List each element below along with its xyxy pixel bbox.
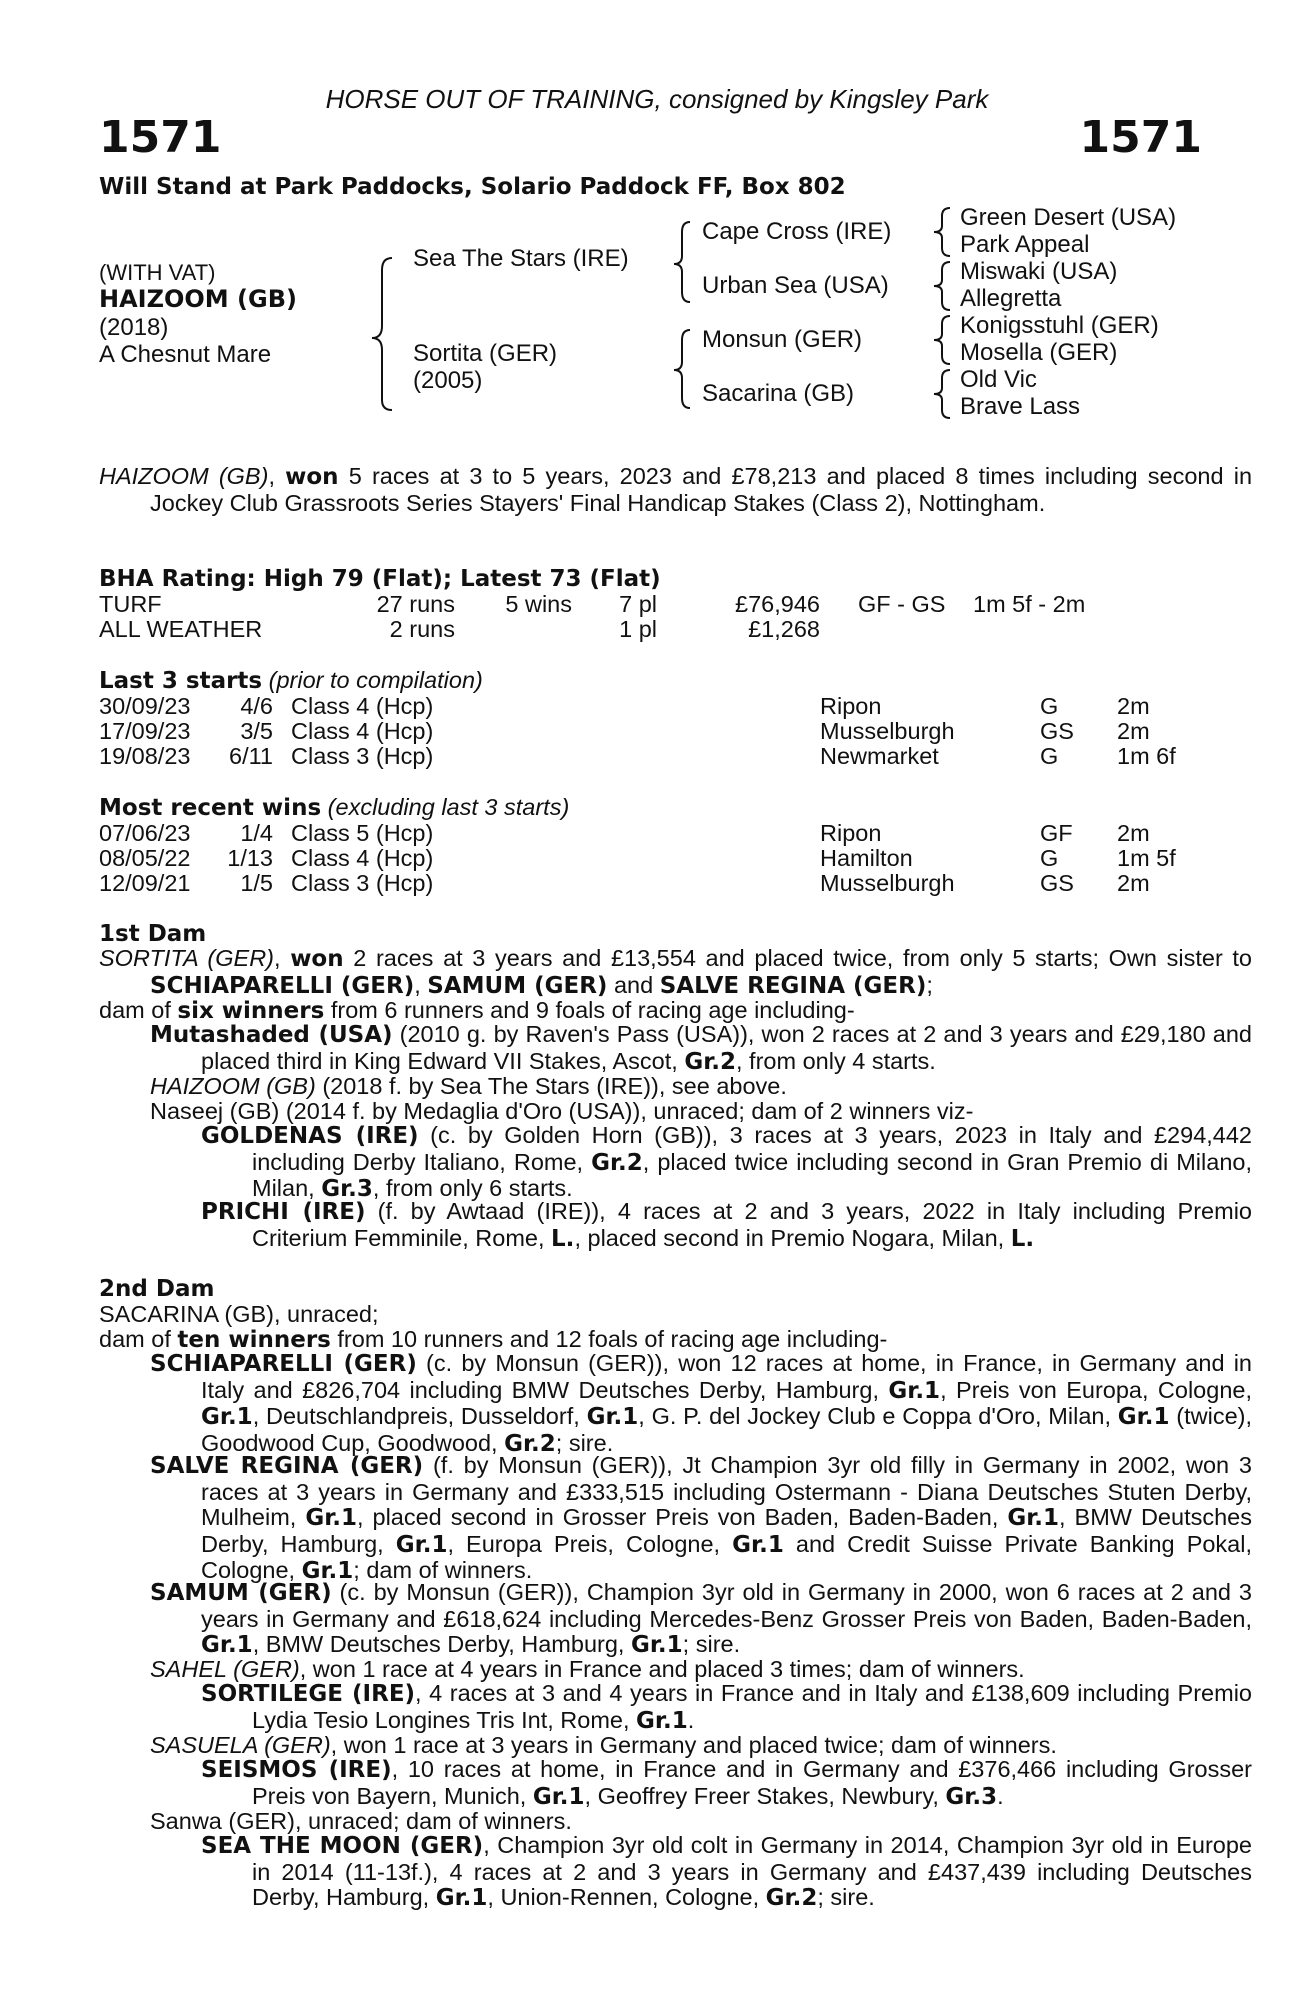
text-fragment: (f. by Awtaad (IRE)), 4 races at 2 and 3 years, 2022 in Italy including Premio Criterium Femminile, Rome, [252, 1198, 1252, 1251]
grade: L. [1010, 1225, 1035, 1252]
recent-date: 08/05/22 [99, 845, 191, 871]
recent-note: (excluding last 3 starts) [321, 794, 570, 820]
text-fragment: , Geoffrey Freer Stakes, Newbury, [584, 1782, 946, 1809]
pedigree-sire: Sea The Stars (IRE) [413, 245, 629, 272]
produce-name: HAIZOOM (GB) [150, 1073, 316, 1099]
produce-sasuela [150, 1732, 1057, 1759]
vat-note: (WITH VAT) [99, 260, 216, 285]
rating-prize: £76,946 [735, 591, 820, 617]
rating-prize: £1,268 [748, 616, 820, 642]
text-fragment: , Europa Preis, Cologne, [447, 1530, 733, 1557]
rating-places: 1 pl [619, 616, 657, 642]
recent-class: Class 3 (Hcp) [291, 870, 434, 896]
recent-date: 07/06/23 [99, 820, 191, 846]
produce-seismos [201, 1757, 1252, 1810]
recent-distance: 1m 5f [1117, 845, 1176, 871]
last3-going: GS [1040, 718, 1074, 744]
rating-wins: 5 wins [505, 591, 572, 617]
last3-date: 30/09/23 [99, 693, 191, 719]
pedigree-sdd: Allegretta [960, 285, 1062, 312]
recent-class: Class 4 (Hcp) [291, 845, 434, 871]
winners-count: ten winners [177, 1327, 331, 1353]
rating-going: GF - GS [858, 591, 946, 617]
recent-distance: 2m [1117, 870, 1150, 896]
recent-distance: 2m [1117, 820, 1150, 846]
text-fragment: dam of [99, 1326, 178, 1352]
rating-heading: BHA Rating: High 79 (Flat); Latest 73 (Flat) [99, 566, 661, 592]
dam1-intro: SORTITA (GER), won 2 races at 3 years and £13,554 and placed twice, from only 5 starts; Own sister to SCHIAPARELLI (GER), SAMUM (GER) and SALVE REGINA (GER); [99, 945, 1252, 999]
rating-surface: TURF [99, 591, 162, 617]
horse-name: HAIZOOM (GB) [99, 285, 297, 313]
text-fragment: ; dam of winners. [353, 1557, 533, 1583]
rating-runs: 27 runs [376, 591, 455, 617]
grade: Gr.1 [586, 1404, 639, 1430]
text-fragment: (c. by Monsun (GER)), won 12 races at home, in France, in Germany and in Italy and £826,704 including BMW Deutsches Derby, Hamburg, [201, 1350, 1252, 1403]
last3-heading [99, 667, 483, 694]
last3-class: Class 4 (Hcp) [291, 718, 434, 744]
produce-name: SEISMOS (IRE) [201, 1757, 392, 1783]
text-fragment: dam of [99, 997, 178, 1023]
text-fragment: , won 1 race at 4 years in France and placed 3 times; dam of winners. [299, 1656, 1025, 1682]
rating-surface: ALL WEATHER [99, 616, 263, 642]
recent-going: G [1040, 845, 1059, 871]
produce-goldenas [201, 1123, 1252, 1203]
text-fragment: , from only 4 starts. [736, 1047, 936, 1074]
last3-position: 4/6 [240, 693, 273, 719]
dam2-heading: 2nd Dam [99, 1276, 215, 1302]
text-fragment: (2010 g. by Raven's Pass (USA)), won 2 races at 2 and 3 years and £29,180 and placed third in King Edward VII Stakes, Ascot, [201, 1021, 1253, 1074]
grade: Gr.2 [504, 1430, 556, 1457]
text-fragment: , 10 races at home, in France and in Germany and £376,466 including Grosser Preis von Bayern, Munich, [252, 1756, 1253, 1809]
recent-course: Hamilton [820, 845, 913, 871]
produce-samum [150, 1580, 1252, 1659]
rating-places: 7 pl [619, 591, 657, 617]
pedigree-dds: Old Vic [960, 366, 1037, 393]
produce-name: Mutashaded (USA) [150, 1022, 393, 1048]
produce-schiaparelli [150, 1351, 1252, 1457]
grade: Gr.2 [765, 1885, 818, 1911]
grade: Gr.1 [1007, 1505, 1060, 1531]
last3-course: Ripon [820, 693, 882, 719]
horse-description: A Chesnut Mare [99, 341, 272, 368]
text-fragment: , Union-Rennen, Cologne, [487, 1884, 766, 1910]
text-fragment: , placed second in Grosser Preis von Baden, Baden-Baden, [357, 1504, 1008, 1530]
grade: Gr.1 [201, 1632, 253, 1658]
last3-distance: 2m [1117, 718, 1150, 744]
dam1-name: SORTITA (GER) [99, 945, 275, 971]
recent-heading [99, 794, 569, 821]
text-fragment: , Champion 3yr old colt in Germany in 2014, Champion 3yr old in Europe in 2014 (11-13f.), 4 races at 2 and 3 years in Germany and £437,439 including Deutsches Derby, Hamburg, [252, 1832, 1252, 1910]
grade: Gr.1 [305, 1505, 357, 1531]
produce-name: SAMUM (GER) [150, 1580, 332, 1606]
sibling-name: SCHIAPARELLI (GER) [150, 972, 415, 999]
grade: Gr.1 [301, 1558, 354, 1584]
grade: Gr.1 [888, 1377, 941, 1404]
grade: Gr.1 [732, 1531, 784, 1558]
recent-position: 1/4 [240, 820, 273, 846]
text-fragment: , G. P. del Jockey Club e Coppa d'Oro, Milan, [638, 1403, 1118, 1429]
produce-haizoom [150, 1073, 787, 1100]
recent-class: Class 5 (Hcp) [291, 820, 434, 846]
dam1-heading: 1st Dam [99, 921, 207, 947]
recent-date: 12/09/21 [99, 870, 191, 896]
text-fragment: from 10 runners and 12 foals of racing age including- [330, 1326, 888, 1352]
grade: Gr.1 [636, 1707, 688, 1734]
last3-position: 3/5 [240, 718, 273, 744]
winners-count: six winners [177, 998, 325, 1024]
grade: Gr.2 [591, 1149, 643, 1176]
last3-title: Last 3 starts [99, 668, 263, 694]
sibling-name: SAMUM (GER) [427, 972, 608, 999]
dam2-produce-summary [99, 1326, 887, 1353]
produce-name: PRICHI (IRE) [201, 1199, 366, 1225]
lot-number-left: 1571 [99, 112, 222, 163]
text-fragment: from 6 runners and 9 foals of racing age including- [324, 997, 855, 1023]
text-fragment: ; sire. [555, 1429, 614, 1456]
text-fragment: , [414, 971, 428, 998]
produce-sortilege [201, 1681, 1252, 1734]
produce-name: SORTILEGE (IRE) [201, 1681, 416, 1707]
grade: Gr.3 [945, 1783, 998, 1810]
pedigree-sss: Green Desert (USA) [960, 204, 1177, 231]
stand-location: Will Stand at Park Paddocks, Solario Paddock FF, Box 802 [99, 174, 846, 200]
last3-class: Class 3 (Hcp) [291, 743, 434, 769]
last3-course: Musselburgh [820, 718, 955, 744]
produce-name: SALVE REGINA (GER) [150, 1453, 424, 1479]
pedigree-dam-year: (2005) [413, 367, 483, 394]
pedigree-ddd: Brave Lass [960, 393, 1081, 420]
grade: Gr.1 [201, 1404, 253, 1430]
last3-course: Newmarket [820, 743, 939, 769]
recent-going: GS [1040, 870, 1074, 896]
produce-name: SASUELA (GER) [150, 1732, 331, 1758]
grade: Gr.1 [630, 1632, 683, 1658]
text-fragment: (c. by Monsun (GER)), Champion 3yr old in Germany in 2000, won 6 races at 2 and 3 years in Germany and £618,624 including Mercedes-Benz Grosser Preis von Baden, Baden-Baden, [201, 1579, 1252, 1632]
race-summary: HAIZOOM (GB), won 5 races at 3 to 5 years, 2023 and £78,213 and placed 8 times including second in Jockey Club Grassroots Series Stayers' Final Handicap Stakes (Class 2), Nottingham. [99, 463, 1253, 516]
pedigree-dam-dam: Sacarina (GB) [702, 380, 855, 407]
dam1-text: 2 races at 3 years and £13,554 and placed twice, from only 5 starts; Own sister to [343, 945, 1252, 971]
horse-year: (2018) [99, 314, 169, 341]
dam2-intro: SACARINA (GB), unraced; [99, 1301, 379, 1327]
pedigree-dam: Sortita (GER) [413, 340, 558, 367]
text-fragment: . [687, 1706, 695, 1733]
last3-distance: 1m 6f [1117, 743, 1176, 769]
pedigree-sds: Miswaki (USA) [960, 258, 1118, 285]
text-fragment: and Credit Suisse Private Banking Pokal, Cologne, [201, 1530, 1253, 1583]
recent-title: Most recent wins [99, 795, 322, 821]
last3-going: G [1040, 743, 1059, 769]
produce-name: SEA THE MOON (GER) [201, 1833, 484, 1859]
text-fragment: ; [926, 971, 933, 998]
produce-name: SCHIAPARELLI (GER) [150, 1351, 417, 1377]
produce-sanwa: Sanwa (GER), unraced; dam of winners. [150, 1808, 572, 1834]
text-fragment: (c. by Golden Horn (GB)), 3 races at 3 years, 2023 in Italy and £294,442 including Derby Italiano, Rome, [252, 1122, 1253, 1175]
last3-date: 17/09/23 [99, 718, 191, 744]
text-fragment: (twice), Goodwood Cup, Goodwood, [201, 1403, 1252, 1456]
last3-note: (prior to compilation) [262, 667, 483, 693]
produce-sea-the-moon [201, 1833, 1252, 1912]
pedigree-sire-dam: Urban Sea (USA) [702, 272, 889, 299]
text-fragment: , placed twice including second in Gran Premio di Milano, Milan, [252, 1148, 1252, 1201]
summary-text: 5 races at 3 to 5 years, 2023 and £78,213 and placed 8 times including second in Jockey Club Grassroots Series Stayers' Final Handicap Stakes (Class 2), Nottingham. [150, 463, 1253, 516]
grade: Gr.1 [395, 1531, 448, 1558]
text-fragment: , BMW Deutsches Derby, Hamburg, [252, 1631, 631, 1657]
text-fragment: , Preis von Europa, Cologne, [940, 1376, 1252, 1403]
recent-position: 1/13 [227, 845, 273, 871]
last3-going: G [1040, 693, 1059, 719]
summary-horse-name: HAIZOOM (GB) [99, 463, 269, 489]
summary-won: won [285, 464, 339, 490]
produce-sahel [150, 1656, 1025, 1683]
produce-prichi [201, 1199, 1252, 1252]
text-fragment: , placed second in Premio Nogara, Milan, [574, 1224, 1011, 1251]
last3-distance: 2m [1117, 693, 1150, 719]
pedigree-dam-sire: Monsun (GER) [702, 326, 863, 353]
rating-runs: 2 runs [389, 616, 455, 642]
recent-position: 1/5 [240, 870, 273, 896]
text-fragment: (f. by Monsun (GER)), Jt Champion 3yr old filly in Germany in 2002, won 3 races at 3 years in Germany and £333,515 including Ostermann - Diana Deutsches Stuten Derby, Mulheim, [201, 1452, 1252, 1530]
text-fragment: , Deutschlandpreis, Dusseldorf, [252, 1403, 587, 1429]
grade: Gr.1 [435, 1885, 488, 1911]
last3-position: 6/11 [229, 743, 273, 769]
grade: L. [551, 1225, 575, 1252]
text-fragment: ; sire. [817, 1884, 875, 1910]
text-fragment: and [607, 971, 660, 998]
last3-class: Class 4 (Hcp) [291, 693, 434, 719]
pedigree-dsd: Mosella (GER) [960, 339, 1118, 366]
produce-name: SAHEL (GER) [150, 1656, 300, 1682]
text-fragment: , BMW Deutsches Derby, Hamburg, [201, 1504, 1252, 1557]
text-fragment: , from only 6 starts. [372, 1175, 573, 1201]
rating-distance: 1m 5f - 2m [973, 591, 1086, 617]
grade: Gr.3 [321, 1176, 373, 1202]
produce-salve-regina [150, 1453, 1252, 1585]
pedigree-sire-sire: Cape Cross (IRE) [702, 218, 892, 245]
produce-mutashaded [150, 1022, 1252, 1075]
text-fragment: ; sire. [682, 1631, 741, 1657]
produce-naseej: Naseej (GB) (2014 f. by Medaglia d'Oro (USA)), unraced; dam of 2 winners viz- [150, 1098, 974, 1124]
pedigree-dss: Konigsstuhl (GER) [960, 312, 1159, 339]
text-fragment: . [997, 1782, 1004, 1809]
text-fragment: (2018 f. by Sea The Stars (IRE)), see above. [315, 1073, 787, 1099]
lot-number-right: 1571 [1079, 112, 1202, 163]
last3-date: 19/08/23 [99, 743, 191, 769]
sibling-name: SALVE REGINA (GER) [659, 972, 927, 999]
grade: Gr.1 [532, 1783, 585, 1810]
pedigree-ssd: Park Appeal [960, 231, 1090, 258]
consignment-header: HORSE OUT OF TRAINING, consigned by Kingsley Park [325, 84, 989, 114]
produce-name: GOLDENAS (IRE) [201, 1123, 419, 1149]
dam1-produce-summary [99, 997, 855, 1024]
grade: Gr.2 [684, 1048, 736, 1075]
recent-course: Ripon [820, 820, 882, 846]
text-fragment: , won 1 race at 3 years in Germany and placed twice; dam of winners. [330, 1732, 1057, 1758]
recent-going: GF [1040, 820, 1073, 846]
recent-course: Musselburgh [820, 870, 955, 896]
dam1-won: won [290, 946, 344, 972]
grade: Gr.1 [1117, 1404, 1170, 1430]
text-fragment: , 4 races at 3 and 4 years in France and in Italy and £138,609 including Premio Lydia Tesio Longines Tris Int, Rome, [252, 1680, 1252, 1733]
